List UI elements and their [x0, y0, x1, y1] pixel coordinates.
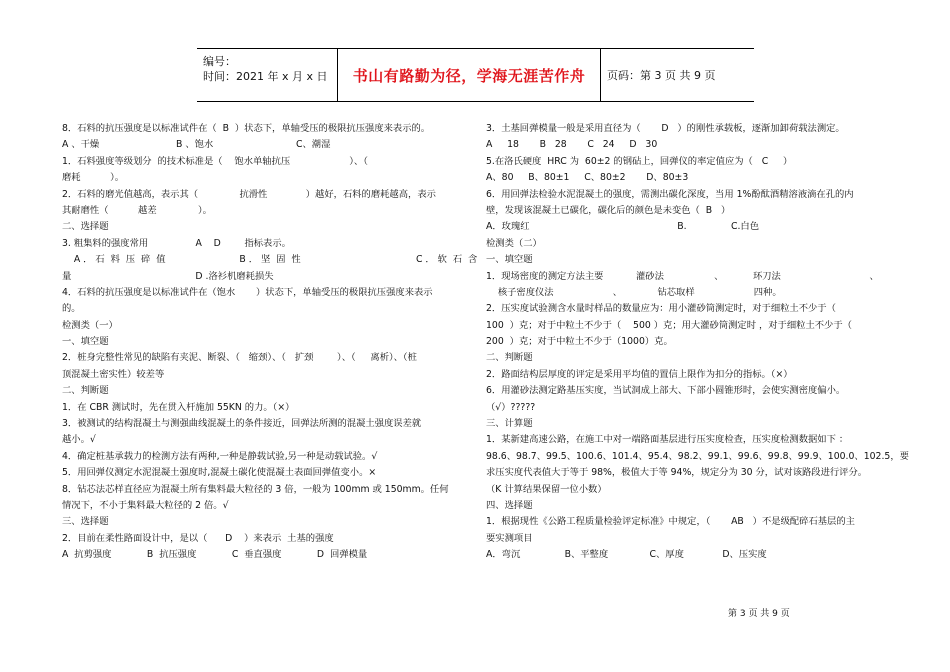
text-line: 1．现场密度的测定方法主要 灌砂法 、 环刀法 、: [486, 270, 879, 282]
text-line: 98.6、98.7、99.5、100.6、101.4、95.4、98.2、99.1、99.6、99.8、99.9、100.0、102.5，要: [486, 450, 909, 462]
text-line: A．弯沉 B、平整度 C、厚度 D、压实度: [486, 549, 767, 561]
number-label: 编号：: [203, 55, 236, 68]
text-line: A．玫瑰红 B. C.白色: [486, 221, 760, 233]
text-line: 8．石料的抗压强度是以标准试件在（ B ）状态下，单轴受压的极限抗压强度来表示的。: [62, 123, 431, 134]
text-line: 5．用回弹仪测定水泥混凝土强度时,混凝土碳化使混凝土表面回弹值变小。×: [62, 467, 377, 479]
text-line: 越小。√: [62, 434, 96, 446]
text-line: 情况下，不小于集料最大粒径的 2 倍。√: [62, 499, 229, 511]
text-line: 100 ）克；对于中粒土不少于（ 500 ）克；用大灌砂筒测定时 ，对于细粒土不少于（: [486, 319, 852, 331]
text-line: 求压实度代表值大于等于 98%，极值大于等 94%，规定分为 30 分，试对该路段进行评分。: [486, 467, 868, 479]
text-line: 量 D .洛衫机磨耗损失: [62, 270, 274, 282]
page-footer: 第 3 页 共 9 页: [728, 609, 790, 619]
time-label: 时间：2021 年 x 月 x 日: [203, 70, 328, 83]
text-line: 要实测项目: [486, 532, 533, 544]
right-column: [486, 121, 909, 564]
text-line: 2．路面结构层厚度的评定是采用平均值的置信上限作为扣分的指标。（×）: [486, 368, 793, 380]
text-line: 2．目前在柔性路面设计中，是以（ D ）来表示 土基的强度: [62, 532, 334, 544]
text-line: 3. 粗集料的强度常用 A D 指标表示。: [62, 237, 291, 249]
text-line: 三、选择题: [62, 516, 109, 528]
text-line: 检测类（二）: [486, 237, 542, 249]
text-line: 2．石料的磨光值越高，表示其（ 抗滑性 ）越好，石料的磨耗越高，表示: [62, 188, 436, 200]
text-line: 磨耗 ）。: [62, 172, 125, 184]
text-line: 1．在 CBR 测试时，先在贯入杆施加 55KN 的力。（×）: [62, 401, 295, 413]
text-line: 2．压实度试验测含水量时样品的数量应为：用小灌砂筒测定时，对于细粒土不少于（: [486, 303, 836, 315]
text-line: 三、计算题: [486, 418, 533, 430]
page-header: [197, 48, 754, 102]
page-number-label: 页码：第 3 页 共 9 页: [607, 69, 716, 82]
text-line: 一、填空题: [62, 336, 109, 348]
text-line: 四、选择题: [486, 499, 533, 511]
text-line: 4．石料的抗压强度是以标准试件在（饱水 ）状态下，单轴受压的极限抗压强度来表示: [62, 286, 433, 298]
text-line: （√）?????: [486, 401, 536, 413]
text-line: 5.在洛氏硬度 HRC 为 60±2 的钢砧上，回弹仪的率定值应为（ C ）: [486, 155, 793, 167]
text-line: 一、填空题: [486, 254, 533, 266]
text-line: A 抗剪强度 B 抗压强度 C 垂直强度 D 回弹模量: [62, 549, 368, 561]
text-line: 壁，发现该混凝土已碳化，碳化后的颜色是未变色（ B ）: [486, 204, 731, 216]
header-page-cell: [601, 49, 754, 101]
left-column: [62, 121, 478, 564]
text-line: 8．钻芯法芯样直径应为混凝土所有集料最大粒径的 3 倍，一般为 100mm 或 150mm。任何: [62, 483, 449, 495]
text-line: （K 计算结果保留一位小数）: [486, 483, 607, 495]
text-line: 2．桩身完整性常见的缺陷有夹泥、断裂、（ 缩颈）、（ 扩颈 ）、（ 离析）、（桩: [62, 352, 417, 364]
text-line: 3．土基回弹模量一般是采用直径为（ D ）的刚性承载板，逐渐加卸荷载法测定。: [486, 123, 845, 134]
text-line: 1．根据现性《公路工程质量检验评定标准》中规定，（ AB ）不是级配碎石基层的主: [486, 516, 855, 528]
text-line: A 18 B 28 C 24 D 30: [486, 139, 658, 151]
text-line: 二、判断题: [62, 385, 109, 397]
text-line: 的。: [62, 303, 81, 315]
text-line: 其耐磨性（ 越差 ）。: [62, 204, 212, 216]
text-line: 检测类（一）: [62, 319, 118, 331]
text-line: 1．某新建高速公路，在施工中对一端路面基层进行压实度检查，压实度检测数据如下 ：: [486, 434, 849, 446]
text-line: 200 ）克；对于中粒土不少于（1000）克。: [486, 336, 673, 348]
text-line: 1．石料强度等级划分 的技术标准是（ 饱水单轴抗压 ）、（: [62, 155, 368, 167]
text-line: A 、干燥 B 、饱水 C、潮湿: [62, 139, 331, 151]
text-line: 二、选择题: [62, 221, 109, 233]
text-line: 顶混凝土密实性）较差等: [62, 368, 165, 380]
text-line: A ． 石 料 压 碎 值 B ． 坚 固 性 C ． 软 石 含: [62, 254, 478, 266]
text-line: A、80 B、80±1 C、80±2 D、80±3: [486, 172, 689, 184]
text-line: 3．被测试的结构混凝土与测强曲线混凝土的条件接近，回弹法所测的混凝土强度误差就: [62, 418, 422, 430]
text-line: 6．用灌砂法测定路基压实度，当试洞成上部大、下部小圆锥形时，会使实测密度偏小。: [486, 385, 846, 397]
header-motto-cell: [338, 49, 601, 101]
header-meta-cell: [197, 49, 338, 101]
text-line: 二、判断题: [486, 352, 533, 364]
text-line: 核子密度仪法 、 钻芯取样 四种。: [486, 286, 782, 298]
text-line: 4．确定桩基承载力的检测方法有两种,一种是静载试验,另一种是动载试验。√: [62, 450, 378, 462]
text-line: 6．用回弹法检验水泥混凝土的强度，需测出碳化深度，当用 1%酚酞酒精溶液滴在孔的内: [486, 188, 854, 200]
motto-text: 书山有路勤为径，学海无涯苦作舟: [352, 66, 586, 85]
